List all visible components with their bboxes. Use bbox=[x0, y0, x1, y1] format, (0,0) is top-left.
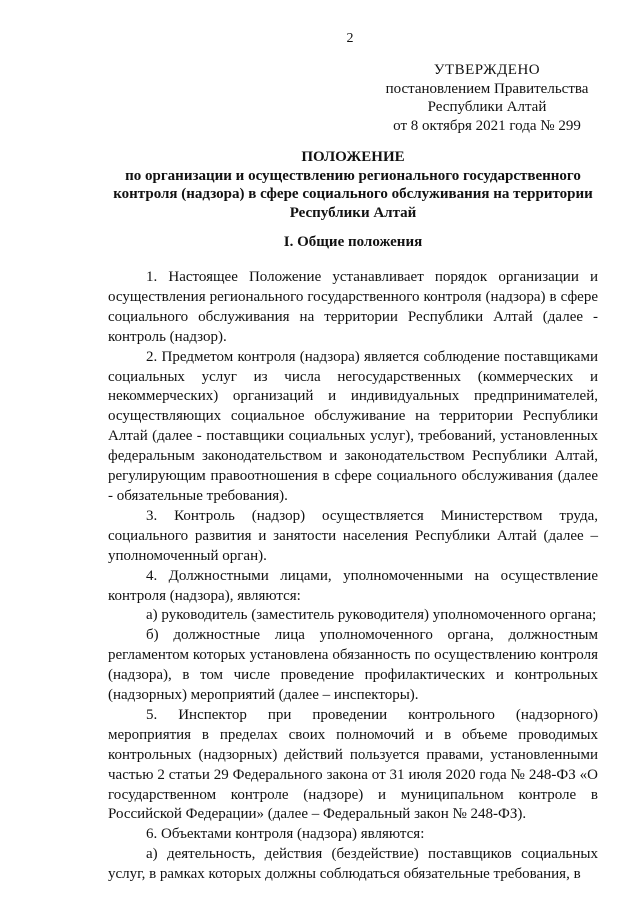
document-body bbox=[108, 268, 598, 885]
document-title-block bbox=[108, 148, 598, 222]
paragraph-4a: а) руководитель (заместитель руководителя) уполномоченного органа; bbox=[146, 607, 597, 624]
approval-stamp bbox=[372, 61, 602, 135]
paragraph-6: 6. Объектами контроля (надзора) являются: bbox=[146, 826, 425, 843]
paragraph-3: 3. Контроль (надзор) осуществляется Министерством труда, социального развития и занятости населения Республики Алтай (далее – уполномоченный орган). bbox=[108, 507, 598, 564]
paragraph-6a: а) деятельность, действия (бездействие) поставщиков социальных услуг, в рамках которых должны соблюдаться обязательные требования, в bbox=[108, 846, 598, 883]
approval-line-1: постановлением Правительства bbox=[385, 80, 589, 97]
section-heading: I. Общие положения bbox=[283, 234, 423, 250]
document-subtitle: по организации и осуществлению регионального государственного контроля (надзора) в сфере социального обслуживания на территории Республики Алтай bbox=[113, 167, 593, 221]
paragraph-4: 4. Должностными лицами, уполномоченными на осуществление контроля (надзора), являются: bbox=[108, 567, 598, 604]
page-number: 2 bbox=[346, 31, 354, 46]
approval-line-2: Республики Алтай bbox=[427, 99, 547, 115]
document-title: ПОЛОЖЕНИЕ bbox=[301, 149, 405, 165]
paragraph-4b: б) должностные лица уполномоченного органа, должностным регламентом которых установлена обязанность по осуществлению контроля (надзора), в том числе проведение профилактических и контрольных (надзорных) мероприятий (далее – инспекторы). bbox=[108, 627, 598, 704]
approval-line-3: от 8 октября 2021 года № 299 bbox=[393, 117, 581, 134]
paragraph-5: 5. Инспектор при проведении контрольного (надзорного) мероприятия в пределах своих полномочий и в объеме проводимых контрольных (надзорных) действий пользуется правами, установленными частью 2 статьи 29 Федерального закона от 31 июля 2020 года № 248-ФЗ «О государственном контроле (надзоре) и муниципальном контроле в Российской Федерации» (далее – Федеральный закон № 248-ФЗ). bbox=[108, 706, 598, 823]
approval-title: УТВЕРЖДЕНО bbox=[433, 62, 541, 78]
paragraph-2: 2. Предметом контроля (надзора) является соблюдение поставщиками социальных услуг из числа негосударственных (коммерческих и некоммерческих) организаций и индивидуальных предпринимателей, осуществляющих социальное обслуживание на территории Республики Алтай (далее - поставщики социальных услуг), требований, установленных федеральным законодательством и законодательством Республики Алтай, регулирующим правоотношения в сфере социального обслуживания (далее - обязательные требования). bbox=[108, 348, 598, 504]
paragraph-1: 1. Настоящее Положение устанавливает порядок организации и осуществления регионального государственного контроля (надзора) в сфере социального обслуживания на территории Республики Алтай (далее - контроль (надзор). bbox=[108, 269, 598, 345]
